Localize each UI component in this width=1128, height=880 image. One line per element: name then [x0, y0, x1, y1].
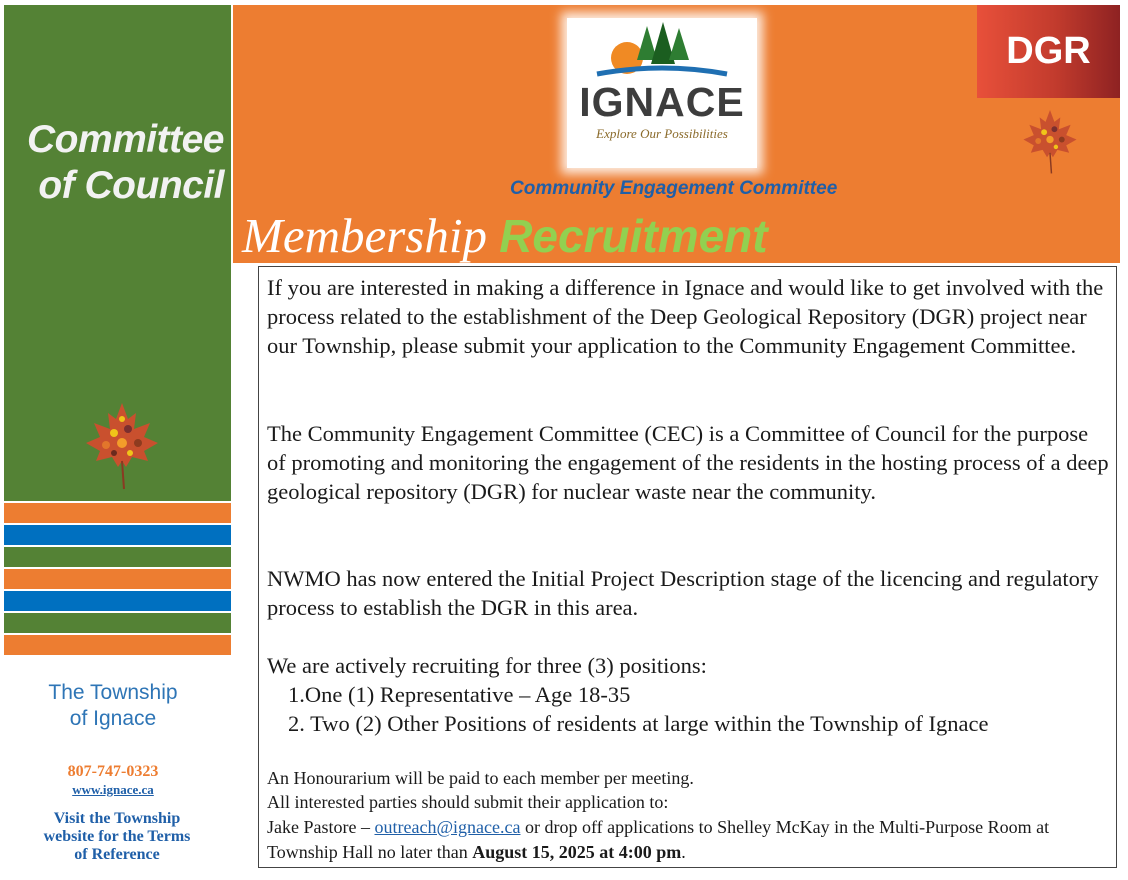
position-item: 1.One (1) Representative – Age 18-35 — [288, 682, 631, 707]
email-link[interactable]: outreach@ignace.ca — [374, 817, 521, 837]
committee-of-council-title: Committee of Council — [26, 118, 224, 207]
stripe-blue — [4, 591, 231, 611]
website-link[interactable]: www.ignace.ca — [72, 782, 154, 797]
sidebar-green-panel — [4, 5, 231, 501]
stripe-orange — [4, 569, 231, 589]
submit-instruction: All interested parties should submit their application to: — [267, 792, 669, 812]
stripe-green — [4, 613, 231, 633]
township-name: The Township of Ignace — [48, 681, 178, 730]
dgr-badge: DGR — [977, 5, 1120, 98]
visit-website-note: Visit the Township website for the Terms of Reference — [43, 810, 191, 863]
nwmo-paragraph: NWMO has now entered the Initial Project Description stage of the licencing and regulatory process to establish the DGR in this area. — [267, 566, 1099, 620]
contact-details: Jake Pastore – outreach@ignace.ca or drop off applications to Shelley McKay in the Multi-Purpose Room at Township Hall no later than August 15, 2025 at 4:00 pm. — [267, 817, 1050, 862]
stripe-orange — [4, 635, 231, 655]
maple-leaf-icon — [84, 399, 160, 491]
intro-paragraph: If you are interested in making a difference in Ignace and would like to get involved with the process related to the establishment of the Deep Geological Repository (DGR) project near our Township, please submit your application to the Community Engagement Committee. — [267, 275, 1104, 358]
ignace-logo — [567, 18, 757, 168]
stripe-orange — [4, 503, 231, 523]
logo-wordmark: IGNACE — [579, 79, 745, 125]
maple-leaf-icon — [1022, 102, 1078, 180]
committee-subtitle: Community Engagement Committee — [510, 178, 838, 199]
recruiting-statement: We are actively recruiting for three (3) positions: — [267, 653, 707, 678]
stripe-blue — [4, 525, 231, 545]
phone-number: 807-747-0323 — [67, 763, 159, 780]
deadline: August 15, 2025 at 4:00 pm — [472, 841, 682, 862]
stripe-green — [4, 547, 231, 567]
logo-tagline: Explore Our Possibilities — [596, 126, 728, 141]
logo-trees-icon — [567, 18, 757, 88]
position-item: 2. Two (2) Other Positions of residents at large within the Township of Ignace — [288, 711, 989, 736]
honorarium-note: An Honourarium will be paid to each member per meeting. — [267, 768, 694, 788]
membership-recruitment-title: Membership Recruitment — [242, 208, 768, 263]
cec-description-paragraph: The Community Engagement Committee (CEC) is a Committee of Council for the purpose of promoting and monitoring the engagement of the residents in the hosting process of a deep geological repository (DGR) for nuclear waste near the community. — [267, 421, 1109, 504]
